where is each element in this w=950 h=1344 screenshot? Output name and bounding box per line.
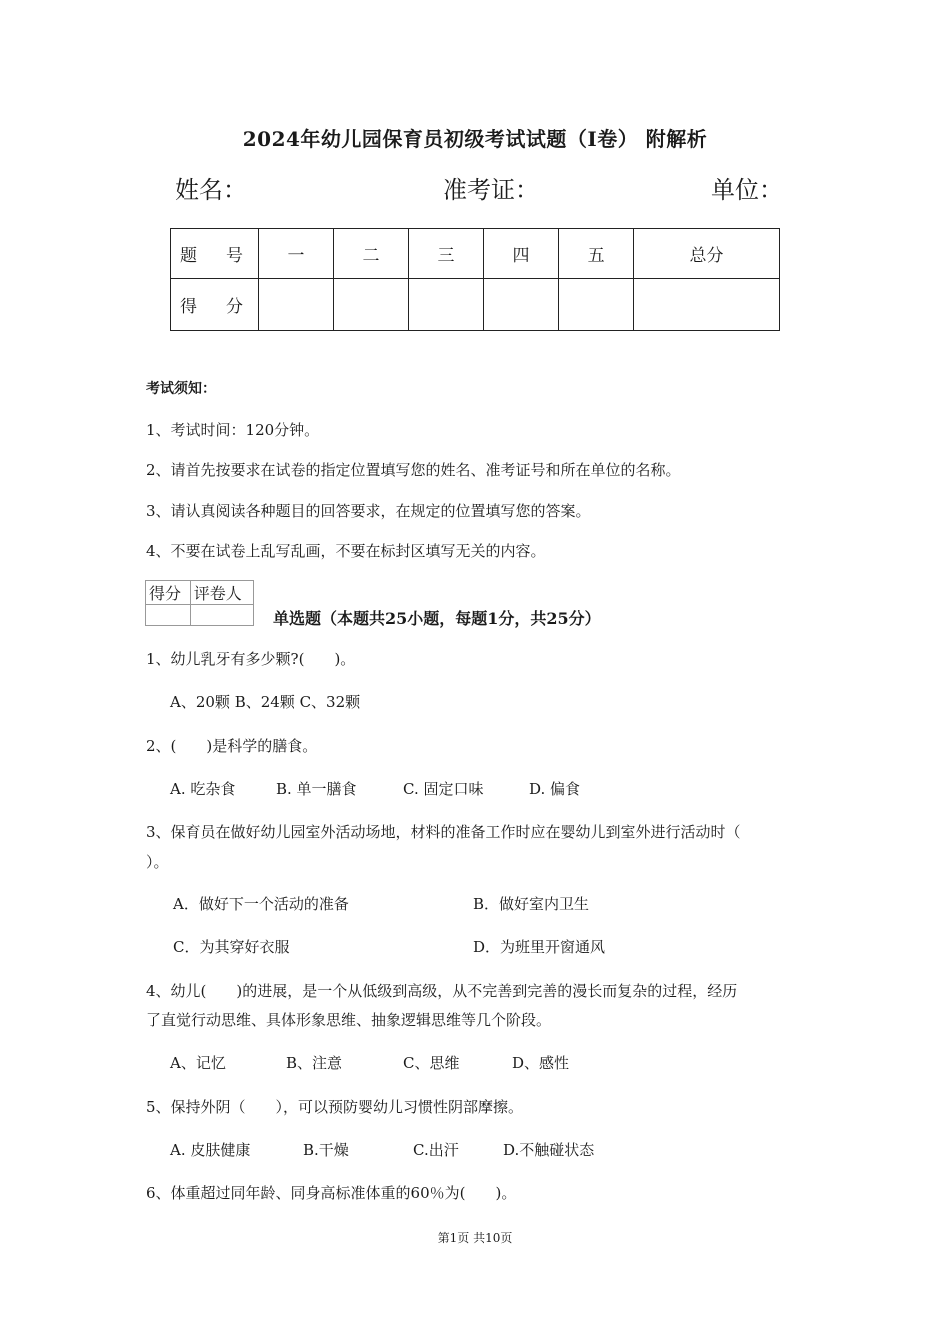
score-table-score-row [171,279,780,331]
page-title: 2024年幼儿园保育员初级考试试题（I卷） 附解析 [242,127,708,151]
grader-box-input-row [146,605,254,626]
option-b: B. 单一膳食 [276,780,357,798]
score-cell-total[interactable] [634,279,780,331]
question-stem: 5、保持外阴（ ），可以预防婴幼儿习惯性阴部摩擦。 [146,1098,524,1116]
exam-id-label: 准考证： [443,176,539,204]
option-a: A. 皮肤健康 [170,1141,251,1159]
score-cell-5[interactable] [559,279,634,331]
option-c: C、思维 [403,1054,460,1072]
option-d: D、感性 [512,1054,570,1072]
grader-name-label: 评卷人 [190,581,253,605]
question-stem: 4、幼儿( )的进展，是一个从低级到高级，从不完善到完善的漫长而复杂的过程，经历 [146,982,738,1000]
option-d: D．为班里开窗通风 [473,938,606,956]
header-cell-total: 总分 [634,229,780,279]
notice-item: 1、考试时间：120分钟。 [146,421,320,439]
option-a: A. 吃杂食 [170,780,236,798]
grader-box [145,580,254,626]
grader-box-header-row [146,581,254,605]
grader-score-cell[interactable] [146,605,191,626]
header-cell-3: 三 [409,229,484,279]
section-title: 单选题（本题共25小题，每题1分，共25分） [273,609,601,628]
question-stem: 1、幼儿乳牙有多少颗?( )。 [146,650,356,668]
header-cell-5: 五 [559,229,634,279]
page-footer: 第1页 共10页 [437,1231,513,1245]
notice-heading: 考试须知： [146,381,216,397]
option-b: B．做好室内卫生 [473,895,590,913]
name-label: 姓名： [175,176,247,204]
header-cell-1: 一 [259,229,334,279]
score-table-header-row [171,229,780,279]
score-cell-1[interactable] [259,279,334,331]
option-b: B.干燥 [303,1141,349,1159]
header-cell-4: 四 [484,229,559,279]
score-row-label: 得 分 [171,279,259,331]
question-stem-continued: ）。 [146,853,169,871]
score-cell-3[interactable] [409,279,484,331]
grader-name-cell[interactable] [190,605,253,626]
score-cell-4[interactable] [484,279,559,331]
question-stem: 2、( )是科学的膳食。 [146,737,318,755]
header-cell-question-number: 题 号 [171,229,259,279]
question-stem: 6、体重超过同年龄、同身高标准体重的60％为( )。 [146,1184,517,1202]
option-c: C.出汗 [413,1141,459,1159]
score-table [170,228,780,331]
unit-label: 单位： [711,176,783,204]
option-d: D.不触碰状态 [503,1141,595,1159]
grader-score-label: 得分 [146,581,191,605]
score-cell-2[interactable] [334,279,409,331]
option-d: D. 偏食 [529,780,581,798]
option-a: A．做好下一个活动的准备 [173,895,349,913]
question-stem-continued: 了直觉行动思维、具体形象思维、抽象逻辑思维等几个阶段。 [146,1011,552,1029]
header-cell-2: 二 [334,229,409,279]
option-c: C. 固定口味 [403,780,484,798]
option-c: C．为其穿好衣服 [173,938,290,956]
question-options: A、20颗 B、24颗 C、32颗 [170,693,361,711]
question-stem: 3、保育员在做好幼儿园室外活动场地，材料的准备工作时应在婴幼儿到室外进行活动时（ [146,823,741,841]
notice-item: 2、请首先按要求在试卷的指定位置填写您的姓名、准考证号和所在单位的名称。 [146,461,681,479]
option-b: B、注意 [286,1054,343,1072]
notice-item: 3、请认真阅读各种题目的回答要求，在规定的位置填写您的答案。 [146,502,591,520]
notice-item: 4、不要在试卷上乱写乱画，不要在标封区填写无关的内容。 [146,542,546,560]
option-a: A、记忆 [170,1054,226,1072]
